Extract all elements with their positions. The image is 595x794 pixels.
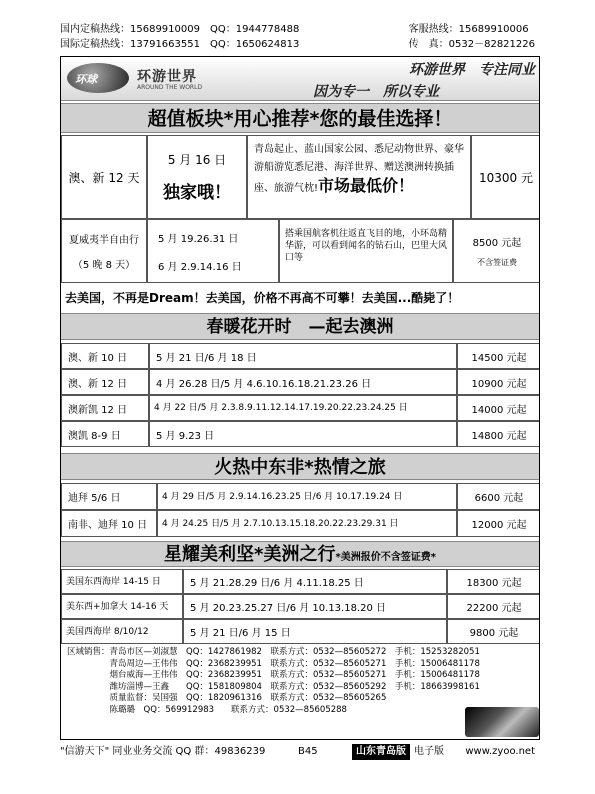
- table-row-dest: 澳、新 10 日: [61, 343, 149, 369]
- international-hotline: 国际定稿热线：13791663551 QQ：1650624813: [60, 39, 300, 50]
- table-row-price: 14500 元起: [457, 343, 540, 369]
- table-row-price: 12000 元起: [457, 510, 540, 537]
- edition-badge: 山东青岛版: [352, 744, 410, 760]
- hawaii-dest-cell: [61, 219, 147, 283]
- hawaii-dates-june: 6 月 2.9.14.16 日: [158, 262, 242, 273]
- brand-logo: 环球: [67, 63, 129, 93]
- page-number: B45: [298, 746, 318, 757]
- fax-number: 传 真：0532－82821226: [408, 39, 535, 50]
- contact-row: 潍坊淄博—王鑫 QQ：1581809804 联系方式：0532—85605292 手机：18663998161: [67, 681, 480, 692]
- contact-row: 质量监督：吴国强 QQ：1820961316 联系方式：0532—85605265: [67, 693, 387, 703]
- hawaii-desc: 搭乘国航客机往返直飞目的地，小环岛精华游，可以看到闻名的钻石山，巴里大风口等: [279, 219, 453, 283]
- hotline-right: [409, 22, 535, 52]
- table-row-price: 22200 元起: [447, 594, 540, 619]
- ad-frame: [60, 56, 540, 740]
- featured-date-cell: [147, 135, 247, 219]
- table-row-dates: 4 月 24.25 日/5 月 2.7.10.13.15.18.20.22.23.29.31 日: [157, 510, 457, 537]
- table-row-dates: 5 月 21.28.29 日/6 月 4.11.18.25 日: [183, 569, 447, 594]
- brand-name: 环游世界: [137, 69, 197, 85]
- table-row-dates: 5 月 20.23.25.27 日/6 月 10.13.18.20 日: [183, 594, 447, 619]
- table-row-dates: 4 月 29 日/5 月 2.9.14.16.23.25 日/6 月 10.17.19.24 日: [157, 483, 457, 510]
- featured-price: 10300 元: [471, 135, 540, 219]
- section-title-australia: 春暖花开时 —起去澳洲: [61, 313, 539, 340]
- hotline-left: [60, 22, 299, 52]
- section-title-featured: 超值板块*用心推荐*您的最佳选择！: [61, 103, 539, 133]
- featured-dest: 澳、新 12 天: [61, 135, 147, 219]
- table-row-price: 6600 元起: [457, 483, 540, 510]
- regional-contacts: [67, 647, 480, 716]
- contact-row: 青岛周边—王伟伟 QQ：2368239951 联系方式：0532—85605271 手机：15006481178: [67, 658, 480, 669]
- hawaii-dates-cell: [147, 219, 279, 283]
- table-row-dest: 澳新凯 12 日: [61, 395, 149, 421]
- hawaii-dest: 夏威夷半自由行: [69, 235, 139, 246]
- table-row-dates: 5 月 9.23 日: [149, 421, 457, 447]
- website-link[interactable]: www.zyoo.net: [465, 746, 535, 757]
- table-row-dates: 4 月 22 日/5 月 2.3.8.9.11.12.14.17.19.20.22.23.24.25 日: [149, 395, 457, 421]
- table-row-dates: 5 月 21 日/6 月 18 日: [149, 343, 457, 369]
- slogan-primary: 环游世界 专注同业: [409, 62, 535, 78]
- domestic-hotline: 国内定稿热线：15689910009 QQ：1944778488: [60, 24, 300, 35]
- service-hotline: 客服热线：15689910006: [408, 24, 529, 35]
- decorative-graphic: [465, 707, 539, 737]
- americas-title: 星耀美利坚*美洲之行: [164, 544, 336, 565]
- hawaii-price-note: 不含签证费: [477, 258, 517, 267]
- table-row-price: 10900 元起: [457, 369, 540, 395]
- table-row-dest: 澳、新 12 日: [61, 369, 149, 395]
- table-row-dest: 南非、迪拜 10 日: [61, 510, 157, 537]
- contact-row: 陈璐璐 QQ：569912983 联系方式：0532—85605288: [67, 704, 347, 715]
- table-row-dest: 迪拜 5/6 日: [61, 483, 157, 510]
- edition-label: 电子版: [414, 746, 444, 757]
- page-footer: [60, 744, 535, 760]
- table-row-dest: 美国东西海岸 14-15 日: [61, 569, 183, 594]
- table-row-dates: 4 月 26.28 日/5 月 4.6.10.16.18.21.23.26 日: [149, 369, 457, 395]
- brand-name-en: AROUND THE WORLD: [137, 84, 203, 91]
- contact-row: 烟台威海—王伟伟 QQ：2368239951 联系方式：0532—85605271 手机：15006481178: [67, 670, 480, 680]
- table-row-price: 14000 元起: [457, 395, 540, 421]
- featured-desc: 青岛起止、蓝山国家公园、悉尼动物世界、豪华游船游览悉尼港、海洋世界、赠送澳洲转换插座、旅游气枕!: [254, 144, 464, 194]
- table-row-dest: 美东西+加拿大 14-16 天: [61, 594, 183, 619]
- americas-visa-note: *美洲报价不含签证费*: [335, 552, 436, 563]
- exclusive-tag: 独家哦！: [163, 183, 231, 203]
- table-row-price: 14800 元起: [457, 421, 540, 447]
- table-row-dest: 美国西海岸 8/10/12: [61, 619, 183, 644]
- section-title-americas: [61, 541, 539, 567]
- table-row-dates: 5 月 21 日/6 月 15 日: [183, 619, 447, 644]
- hawaii-price: 8500 元起: [472, 238, 522, 249]
- usa-promo-line: 去美国，不再是Dream！去美国，价格不再高不可攀！去美国...酷毙了！: [65, 291, 460, 305]
- hawaii-duration: （5 晚 8 天）: [72, 260, 136, 271]
- top-hotlines: [60, 22, 535, 52]
- lowest-price-tag: 市场最低价！: [318, 176, 415, 195]
- brand-banner: [61, 57, 539, 101]
- table-row-price: 18300 元起: [447, 569, 540, 594]
- hawaii-price-cell: [453, 219, 540, 283]
- footer-qq-group: "信游天下" 同业业务交流 QQ 群：49836239: [60, 746, 266, 757]
- featured-desc-cell: [247, 135, 471, 219]
- table-row-price: 9800 元起: [447, 619, 540, 644]
- slogan-secondary: 因为专一 所以专业: [313, 84, 439, 100]
- contact-row: 区域销售：青岛市区—刘淑慧 QQ：1427861982 联系方式：0532—85605272 手机：15253282051: [67, 647, 480, 657]
- hawaii-dates-may: 5 月 19.26.31 日: [158, 234, 239, 245]
- table-row-dest: 澳凯 8-9 日: [61, 421, 149, 447]
- featured-date: 5 月 16 日: [167, 153, 227, 167]
- section-title-middle-east-africa: 火热中东非*热情之旅: [61, 453, 539, 480]
